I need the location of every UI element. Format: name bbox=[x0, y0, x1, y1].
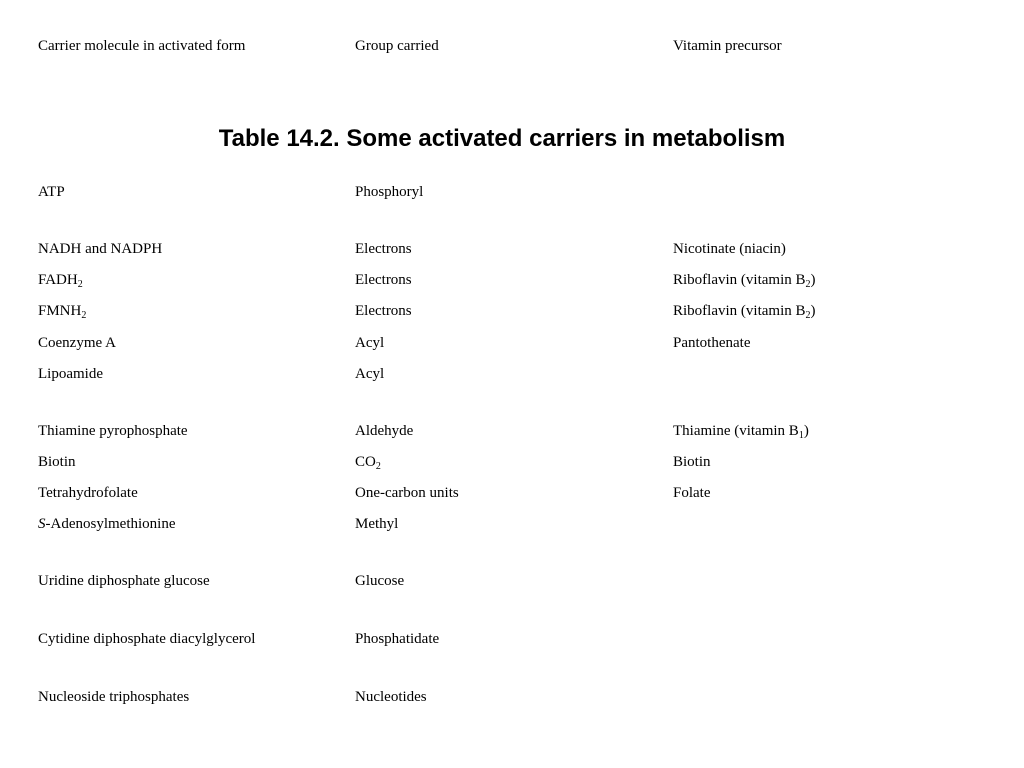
group-nucleoside-triphosphates: Nucleotides bbox=[355, 689, 427, 705]
header-group: Group carried bbox=[355, 38, 439, 54]
group-udp-glucose: Glucose bbox=[355, 573, 405, 589]
vitamin-tetrahydrofolate: Folate bbox=[673, 485, 711, 501]
carrier-thiamine: Thiamine pyrophosphate bbox=[38, 423, 188, 439]
carrier-tetrahydrofolate: Tetrahydrofolate bbox=[38, 485, 138, 501]
header-vitamin: Vitamin precursor bbox=[673, 38, 782, 54]
group-tetrahydrofolate: One-carbon units bbox=[355, 485, 459, 501]
vitamin-fadh2: Riboflavin (vitamin $B_2$) bbox=[673, 272, 816, 290]
header-carrier: Carrier molecule in activated form bbox=[38, 38, 246, 54]
vitamin-coenzyme-a: Pantothenate bbox=[673, 335, 751, 351]
vitamin-nadh: Nicotinate (niacin) bbox=[673, 241, 786, 257]
carrier-atp: ATP bbox=[38, 184, 65, 200]
carrier-lipoamide: Lipoamide bbox=[38, 366, 103, 382]
group-atp: Phosphoryl bbox=[355, 184, 424, 200]
table-title: Table 14.2. Some activated carriers in metabolism bbox=[218, 125, 786, 152]
carrier-nucleoside-triphosphates: Nucleoside triphosphates bbox=[38, 689, 190, 705]
carrier-fadh2: $FADH_2$ bbox=[38, 272, 83, 290]
carrier-fmnh2: $FMNH_2$ bbox=[38, 303, 87, 321]
group-coenzyme-a: Acyl bbox=[355, 335, 385, 351]
vitamin-fmnh2: Riboflavin (vitamin $B_2$) bbox=[673, 303, 816, 321]
group-s-adenosylmethionine: Methyl bbox=[355, 516, 399, 532]
carrier-nadh: NADH and NADPH bbox=[38, 241, 163, 257]
group-thiamine: Aldehyde bbox=[355, 423, 414, 439]
vitamin-thiamine: Thiamine (vitamin $B_1$) bbox=[673, 423, 809, 441]
carrier-biotin: Biotin bbox=[38, 454, 76, 470]
group-nadh: Electrons bbox=[355, 241, 412, 257]
group-fadh2: Electrons bbox=[355, 272, 412, 288]
carrier-cdp-diacylglycerol: Cytidine diphosphate diacylglycerol bbox=[38, 631, 256, 647]
group-fmnh2: Electrons bbox=[355, 303, 412, 319]
carrier-udp-glucose: Uridine diphosphate glucose bbox=[38, 573, 210, 589]
carrier-coenzyme-a: Coenzyme A bbox=[38, 335, 116, 351]
carrier-s-adenosylmethionine: S-Adenosylmethionine bbox=[38, 516, 176, 532]
group-cdp-diacylglycerol: Phosphatidate bbox=[355, 631, 440, 647]
group-biotin: $CO_2$ bbox=[355, 454, 381, 472]
group-lipoamide: Acyl bbox=[355, 366, 385, 382]
vitamin-biotin: Biotin bbox=[673, 454, 711, 470]
